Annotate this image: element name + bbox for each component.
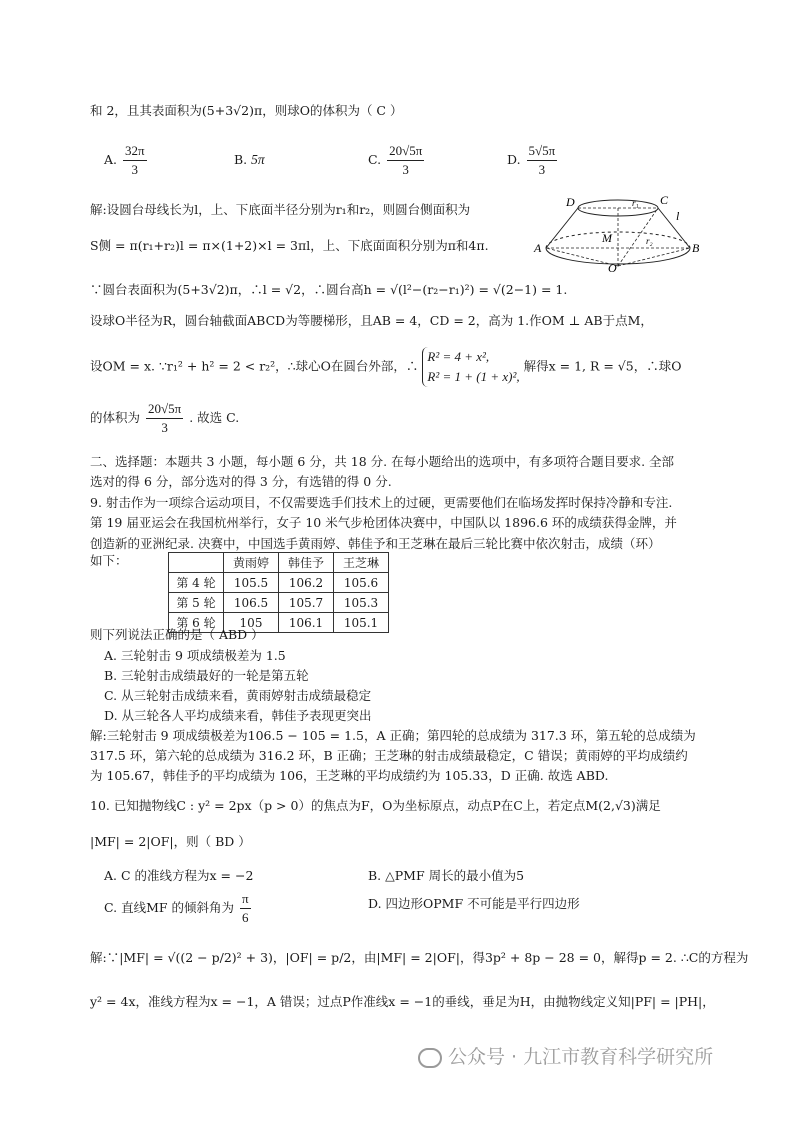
q9-option-b: B. 三轮射击成绩最好的一轮是第五轮 [104, 668, 309, 683]
right-slant [658, 208, 690, 248]
fraction [240, 890, 251, 927]
table-cell: 106.2 [279, 573, 334, 593]
table-header: 王芝琳 [334, 553, 389, 573]
equation-system [422, 347, 519, 387]
q10-option-d: D. 四边形OPMF 不可能是平行四边形 [368, 896, 580, 911]
option-letter: A. [104, 152, 118, 167]
denominator: 3 [538, 162, 546, 177]
solution-text: . 故选 C. [189, 410, 240, 425]
q9-solution: 解:三轮射击 9 项成绩极差为106.5 − 105 = 1.5，A 正确；第四轮的总成绩为 317.3 环，第五轮的总成绩为 [90, 728, 696, 743]
table-row [169, 593, 389, 613]
table-cell: 105.3 [334, 593, 389, 613]
left-slant [546, 208, 578, 248]
option-letter: D. [507, 152, 521, 167]
denominator: 6 [242, 910, 249, 925]
q9-stem: 第 19 届亚运会在我国杭州举行，女子 10 米气步枪团体决赛中，中国队以 1896.6 环的成绩获得金牌，并 [90, 515, 677, 530]
q10-solution: 解:∵|MF| = √((2 − p/2)² + 3)，|OF| = p/2，由|MF| = 2|OF|，得3p² + 8p − 28 = 0，解得p = 2. ∴C的方程为 [90, 950, 749, 965]
score-table [168, 552, 389, 633]
fraction [387, 142, 424, 179]
fraction [146, 400, 183, 437]
numerator: 20√5π [387, 142, 424, 161]
table-header-row [169, 553, 389, 573]
q10-stem: |MF| = 2|OF|，则（ BD ） [90, 834, 251, 849]
solution-conclusion [90, 400, 724, 437]
denominator: 3 [131, 162, 139, 177]
table-cell: 105 [224, 613, 279, 633]
table-row [169, 573, 389, 593]
table-header [169, 553, 224, 573]
numerator: 5√5π [527, 142, 558, 161]
numerator: 32π [123, 142, 147, 161]
label-r1: r₁ [632, 198, 639, 208]
section-heading: 选对的得 6 分，部分选对的得 3 分，有选错的得 0 分. [90, 474, 392, 489]
denominator: 3 [161, 420, 168, 435]
table-cell: 105.5 [224, 573, 279, 593]
table-cell: 第 6 轮 [169, 613, 224, 633]
solution-line-system [90, 347, 724, 387]
table-cell: 第 5 轮 [169, 593, 224, 613]
equation: R² = 4 + x², [427, 349, 490, 364]
solution-line: 设球O半径为R，圆台轴截面ABCD为等腰梯形，且AB = 4，CD = 2，高为 1.作OM ⊥ AB于点M， [90, 313, 653, 328]
watermark-text: 公众号 · 九江市教育科学研究所 [448, 1046, 714, 1068]
label-r2: r₂ [646, 236, 653, 246]
section-heading: 二、选择题：本题共 3 小题，每小题 6 分，共 18 分. 在每小题给出的选项中，有多项符合题目要求. 全部 [90, 454, 675, 469]
table-header: 黄雨婷 [224, 553, 279, 573]
table-cell: 第 4 轮 [169, 573, 224, 593]
table-cell: 105.1 [334, 613, 389, 633]
label-c: C [660, 193, 669, 207]
q9-option-a: A. 三轮射击 9 项成绩极差为 1.5 [104, 648, 286, 663]
label-m: M [602, 231, 612, 245]
table-cell: 106.1 [279, 613, 334, 633]
option-a [104, 142, 149, 179]
q9-stem: 创造新的亚洲纪录. 决赛中，中国选手黄雨婷、韩佳予和王芝琳在最后三轮比赛中依次射击，成绩（环） [90, 536, 661, 551]
option-b [234, 150, 265, 170]
equation: R² = 1 + (1 + x)², [427, 369, 520, 384]
table-cell: 106.5 [224, 593, 279, 613]
numerator: π [240, 890, 251, 909]
wechat-icon [418, 1048, 442, 1068]
solution-text: 解得x = 1, R = √5，∴球O [523, 358, 682, 374]
fraction [123, 142, 147, 179]
solution-line: 解:设圆台母线长为l，上、下底面半径分别为r₁和r₂，则圆台侧面积为 [90, 202, 471, 217]
fraction [527, 142, 558, 179]
table-header: 韩佳予 [279, 553, 334, 573]
solution-line: S侧 = π(r₁+r₂)l = π×(1+2)×l = 3πl，上、下底面面积分别为π和4π. [90, 238, 489, 253]
option-value: 5π [251, 152, 265, 167]
question8-stem: 和 2，且其表面积为(5+3√2)π，则球O的体积为（ C ） [90, 103, 403, 118]
table-cell: 105.6 [334, 573, 389, 593]
watermark [418, 1042, 713, 1069]
q9-stem: 9. 射击作为一项综合运动项目，不仅需要选手们技术上的过硬，更需要他们在临场发挥时保持冷静和专注. [90, 495, 673, 510]
label-b: B [692, 241, 700, 255]
solution-line: ∵圆台表面积为(5+3√2)π，∴l = √2，∴圆台高h = √(l²−(r₂−r₁)²) = √(2−1) = 1. [90, 282, 568, 297]
q9-stem: 如下： [90, 553, 128, 568]
denominator: 3 [402, 162, 409, 177]
solution-text: 设OM = x. ∵r₁² + h² = 2 < r₂²，∴球心O在圆台外部，∴ [90, 358, 419, 374]
q9-option-c: C. 从三轮射击成绩来看，黄雨婷射击成绩最稳定 [104, 688, 372, 703]
label-l: l [676, 209, 680, 223]
q10-option-a: A. C 的准线方程为x = −2 [104, 868, 254, 883]
option-letter: B. [234, 152, 248, 167]
table-cell: 105.7 [279, 593, 334, 613]
option-d [507, 142, 559, 179]
q9-solution: 为 105.67，韩佳予的平均成绩为 106，王芝琳的平均成绩约为 105.33，D 正确. 故选 ABD. [90, 768, 609, 783]
frustum-figure [528, 186, 708, 276]
q9-solution: 317.5 环，第六轮的总成绩为 316.2 环，B 正确；王芝琳的射击成绩最稳定，C 错误；黄雨婷的平均成绩约 [90, 748, 688, 763]
q9-option-d: D. 从三轮各人平均成绩来看，韩佳予表现更突出 [104, 708, 372, 723]
option-c [368, 142, 426, 179]
q10-option-c [104, 890, 253, 927]
option-letter: C. [368, 152, 382, 167]
numerator: 20√5π [146, 400, 183, 419]
q10-solution: y² = 4x，准线方程为x = −1，A 错误；过点P作准线x = −1的垂线，垂足为H，由抛物线定义知|PF| = |PH|， [90, 994, 715, 1009]
option-text: C. 直线MF 的倾斜角为 [104, 900, 235, 915]
label-d: D [566, 195, 575, 209]
solution-text: 的体积为 [90, 410, 141, 425]
q9-prompt: 则下列说法正确的是（ ABD ） [90, 627, 264, 642]
label-o: O [608, 261, 617, 275]
q10-option-b: B. △PMF 周长的最小值为5 [368, 868, 525, 883]
q10-stem: 10. 已知抛物线C : y² = 2px（p > 0）的焦点为F，O为坐标原点，动点P在C上，若定点M(2,√3)满足 [90, 798, 661, 813]
label-a: A [534, 241, 542, 255]
